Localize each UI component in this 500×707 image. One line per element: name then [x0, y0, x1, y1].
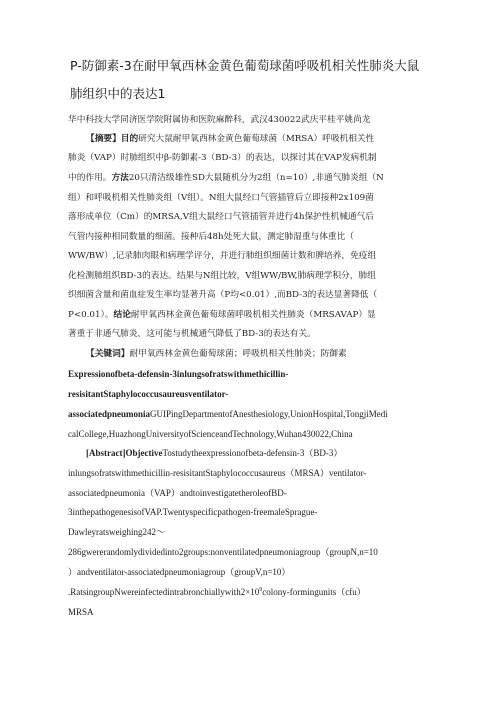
paper-title-line-2: 肺组织中的表达1	[70, 86, 166, 101]
english-abstract-label: [Abstract]Objective	[86, 448, 163, 458]
english-title-line-2: resisitantStaphylococcusaureusventilator-	[68, 389, 229, 399]
paper-title-line-1: P-防御素-3在耐甲氧西林金黄色葡萄球菌呼吸机相关性肺炎大鼠	[70, 58, 420, 73]
english-title-end: associatedpneumonia	[68, 409, 151, 419]
abstract-cn-line-5: 落形成单位（Cm）的MRSA,V组大鼠经口气管插管并进行4h保护性机械通气后	[68, 212, 374, 222]
english-title-line-1: Expressionofbeta-defensin-3inlungsofratswithmethicillin-	[68, 369, 289, 379]
english-abstract-line-6: 286gwererandomlydividedinto2groups:nonventilatedpneumoniagroup（groupN,n=10	[68, 547, 378, 557]
english-abstract-text: .RatsingroupNwereinfectedintrabronchiallywith2×10	[68, 587, 260, 597]
abstract-cn-line-1	[86, 133, 374, 145]
abstract-cn-line-9: 织细菌含量和菌血症发生率均显著升高（P均<0.01）,而BD-3的表达显著降低（	[68, 290, 378, 300]
superscript-exponent: 9	[259, 587, 263, 593]
english-abstract-line-8	[68, 586, 366, 598]
english-abstract-line-4: 3inthepathogenesisofVAP.Twentyspecificpathogen-freemaleSprague-	[68, 507, 318, 517]
english-abstract-text: Tostudytheexpressionofbeta-defensin-3（BD-3）	[162, 448, 343, 458]
english-abstract-text: colony-formingunits（cfu）	[262, 587, 366, 597]
abstract-cn-text: 耐甲氧西林金黄色葡萄球菌呼吸机相关性肺炎（MRSAVAP）显	[130, 310, 376, 320]
abstract-cn-line-8: 化检测肺组织BD-3的表达。结果与N组比较，V组WW/BW,肺病理学积分，肺组	[68, 271, 376, 281]
abstract-cn-line-6: 气管内接种相同数量的细菌。接种后48h处死大鼠，测定肺湿重与体重比（	[68, 232, 354, 242]
keywords-cn	[86, 348, 347, 360]
abstract-cn-line-11: 著重于非通气肺炎，这可能与机械通气降低了BD-3的表达有关。	[68, 329, 316, 339]
english-abstract-line-3: associatedpneumonia（VAP）andtoinvestigatetheroleofBD-	[68, 488, 287, 498]
author-affiliation: 华中科技大学同济医学院附属协和医院麻醉科，武汉430022武庆平桂平姚尚龙	[68, 115, 371, 125]
abstract-cn-text: 中的作用。	[68, 173, 112, 183]
english-abstract-line-9: MRSA	[68, 607, 94, 617]
english-abstract-line-2: inlungsofratswithmethicillin-resisitantStaphylococcusaureus（MRSA）ventilator-	[68, 468, 367, 478]
english-abstract-line-7: ）andventilator-associatedpneumoniagroup（groupV,n=10）	[68, 567, 291, 577]
english-abstract-line-5: Dawleyratsweighing242～	[68, 527, 165, 537]
keywords-label: 【关键词】	[86, 349, 130, 359]
conclusion-label: 结论	[113, 310, 131, 320]
abstract-cn-line-10	[68, 309, 376, 321]
abstract-cn-line-7: WW/BW）,记录肺肉眼和病理学评分，并进行肺组织细菌计数和脾培养，免疫组	[68, 251, 377, 261]
english-affiliation-line: calCollege,HuazhongUniversityofScienceandTechnology,Wuhan430022,China	[68, 429, 353, 439]
abstract-cn-text: P<0.01）。	[68, 310, 114, 320]
english-affiliation: GUIPingDepartmentofAnesthesiology,UnionHospital,TongjiMedi	[150, 409, 388, 419]
abstract-label: 【摘要】	[86, 134, 121, 144]
abstract-cn-text: 研究大鼠耐甲氧西林金黄色葡萄球菌（MRSA）呼吸机相关性	[138, 134, 375, 144]
keywords-text: 耐甲氧西林金黄色葡萄球菌；呼吸机相关性肺炎；防御素	[129, 349, 347, 359]
abstract-cn-line-4: 组）和呼吸机相关性肺炎组（V组）。N组大鼠经口气管插管后立即接种2x109菌	[68, 193, 374, 203]
abstract-cn-line-2: 肺炎（VAP）时肺组织中β-防御素-3（BD-3）的表达，以探讨其在VAP发病机制	[68, 153, 377, 163]
objective-label: 目的	[120, 134, 139, 144]
abstract-cn-line-3	[68, 172, 384, 184]
english-abstract-line-1	[86, 447, 342, 459]
english-title-line-3	[68, 408, 388, 420]
method-label: 方法	[111, 173, 129, 183]
abstract-cn-text: 20只清洁级雄性SD大鼠随机分为2组（n=10）,非通气肺炎组（N	[128, 173, 384, 183]
